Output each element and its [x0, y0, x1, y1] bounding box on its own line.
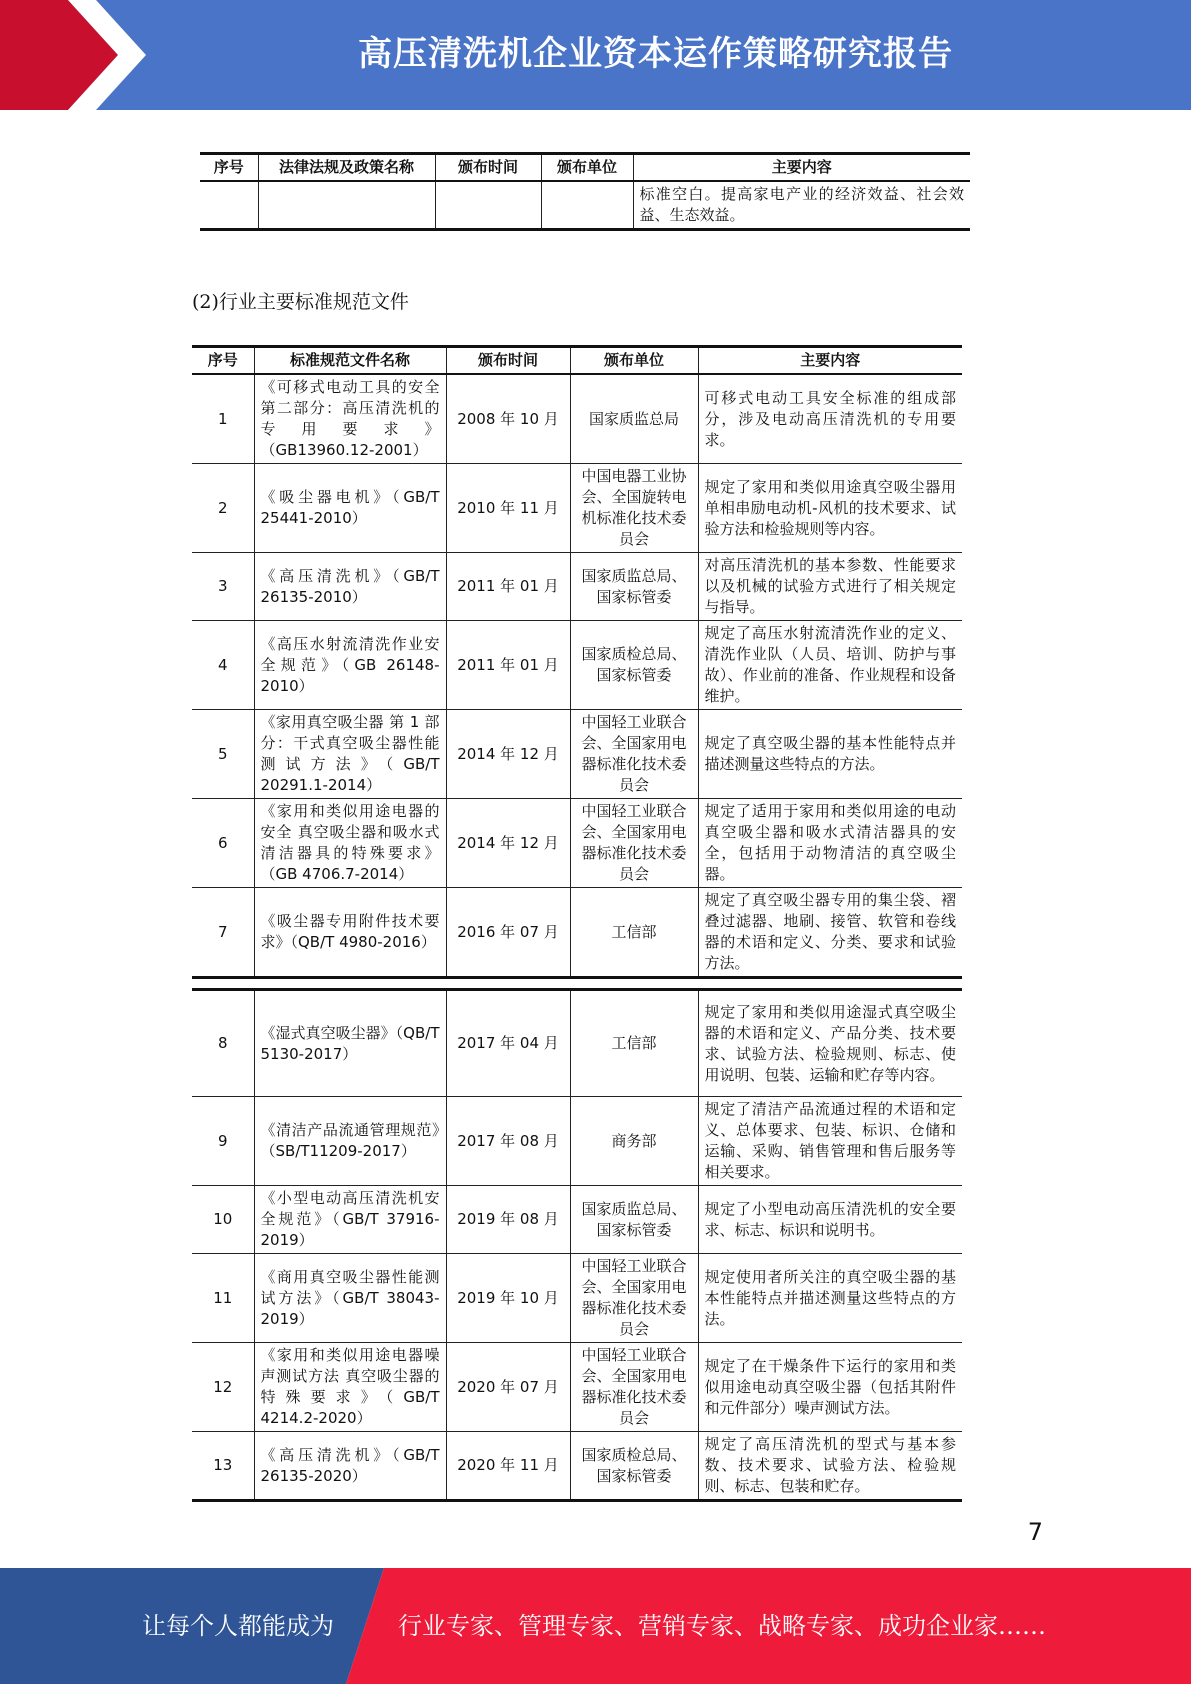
table-row — [192, 621, 962, 710]
table-header-row — [200, 154, 970, 182]
cell-no: 5 — [192, 710, 254, 799]
cell-unit: 中国电器工业协会、全国旋转电机标准化技术委员会 — [570, 464, 698, 553]
footer-slogan-right: 行业专家、管理专家、营销专家、战略专家、成功企业家…… — [398, 1612, 1046, 1640]
cell-date: 2019 年 10 月 — [446, 1254, 570, 1343]
cell-content: 规定使用者所关注的真空吸尘器的基本性能特点并描述测量这些特点的方法。 — [698, 1254, 962, 1343]
cell-content: 规定了高压水射流清洗作业的定义、清洗作业队（人员、培训、防护与事故）、作业前的准备、作业规程和设备维护。 — [698, 621, 962, 710]
cell-unit: 中国轻工业联合会、全国家用电器标准化技术委员会 — [570, 799, 698, 888]
cell-name: 《清洁产品流通管理规范》（SB/T11209-2017） — [254, 1097, 446, 1186]
header-cell: 颁布单位 — [541, 154, 633, 182]
header-cell: 颁布时间 — [435, 154, 541, 182]
table-header-row — [192, 347, 962, 375]
table-row — [192, 990, 962, 1097]
header-cell: 主要内容 — [698, 347, 962, 375]
cell-date: 2017 年 04 月 — [446, 990, 570, 1097]
cell-name: 《高压清洗机》（GB/T 26135-2020） — [254, 1432, 446, 1501]
cell-unit: 国家质监总局、国家标管委 — [570, 553, 698, 621]
cell-content: 规定了适用于家用和类似用途的电动真空吸尘器和吸水式清洁器具的安全，包括用于动物清洁的真空吸尘器。 — [698, 799, 962, 888]
cell-name: 《高压水射流清洗作业安全规范》（GB 26148-2010） — [254, 621, 446, 710]
cell-unit: 工信部 — [570, 888, 698, 978]
standards-table-part2 — [192, 988, 962, 1502]
cell-name: 《家用和类似用途电器的安全 真空吸尘器和吸水式清洁器具的特殊要求》（GB 4706.7-2014） — [254, 799, 446, 888]
cell-no: 6 — [192, 799, 254, 888]
cell-date: 2017 年 08 月 — [446, 1097, 570, 1186]
page-number: 7 — [1027, 1518, 1043, 1546]
cell-name: 《家用真空吸尘器 第 1 部分：干式真空吸尘器性能测试方法》（GB/T 20291.1-2014） — [254, 710, 446, 799]
cell-unit: 国家质监总局 — [570, 374, 698, 464]
cell-no: 8 — [192, 990, 254, 1097]
table-row — [192, 799, 962, 888]
cell-unit: 工信部 — [570, 990, 698, 1097]
cell-name: 《小型电动高压清洗机安全规范》（GB/T 37916-2019） — [254, 1186, 446, 1254]
table-row — [192, 374, 962, 464]
table-row — [200, 181, 970, 230]
table-row — [192, 1254, 962, 1343]
cell-content: 标准空白。提高家电产业的经济效益、社会效益、生态效益。 — [633, 181, 970, 230]
cell-unit: 中国轻工业联合会、全国家用电器标准化技术委员会 — [570, 1343, 698, 1432]
header-cell: 主要内容 — [633, 154, 970, 182]
cell-unit — [541, 181, 633, 230]
cell-name: 《可移式电动工具的安全 第二部分：高压清洗机的专用要求》（GB13960.12-2001） — [254, 374, 446, 464]
header-arrow-accent — [0, 0, 150, 110]
cell-date: 2014 年 12 月 — [446, 799, 570, 888]
cell-content: 规定了家用和类似用途湿式真空吸尘器的术语和定义、产品分类、技术要求、试验方法、检验规则、标志、使用说明、包装、运输和贮存等内容。 — [698, 990, 962, 1097]
cell-content: 对高压清洗机的基本参数、性能要求以及机械的试验方式进行了相关规定与指导。 — [698, 553, 962, 621]
table-row — [192, 888, 962, 978]
table-row — [192, 1186, 962, 1254]
header-cell: 颁布单位 — [570, 347, 698, 375]
cell-no: 4 — [192, 621, 254, 710]
cell-date: 2010 年 11 月 — [446, 464, 570, 553]
cell-date: 2016 年 07 月 — [446, 888, 570, 978]
cell-name: 《家用和类似用途电器噪声测试方法 真空吸尘器的特殊要求》（GB/T 4214.2-2020） — [254, 1343, 446, 1432]
policy-table-continued — [200, 152, 970, 231]
cell-no: 1 — [192, 374, 254, 464]
header-cell: 法律法规及政策名称 — [258, 154, 435, 182]
cell-name: 《高压清洗机》（GB/T 26135-2010） — [254, 553, 446, 621]
header-cell: 序号 — [200, 154, 258, 182]
header-cell: 颁布时间 — [446, 347, 570, 375]
cell-date: 2019 年 08 月 — [446, 1186, 570, 1254]
cell-date: 2014 年 12 月 — [446, 710, 570, 799]
cell-content: 可移式电动工具安全标准的组成部分，涉及电动高压清洗机的专用要求。 — [698, 374, 962, 464]
cell-no: 11 — [192, 1254, 254, 1343]
cell-no: 13 — [192, 1432, 254, 1501]
table-row — [192, 1432, 962, 1501]
cell-no: 2 — [192, 464, 254, 553]
cell-content: 规定了小型电动高压清洗机的安全要求、标志、标识和说明书。 — [698, 1186, 962, 1254]
section-heading: (2)行业主要标准规范文件 — [192, 291, 409, 313]
cell-content: 规定了清洁产品流通过程的术语和定义、总体要求、包装、标识、仓储和运输、采购、销售管理和售后服务等相关要求。 — [698, 1097, 962, 1186]
table-row — [192, 710, 962, 799]
header-cell: 标准规范文件名称 — [254, 347, 446, 375]
cell-no: 3 — [192, 553, 254, 621]
footer-slogan-left: 让每个人都能成为 — [142, 1612, 334, 1640]
standards-table-part1 — [192, 345, 962, 979]
table-row — [192, 464, 962, 553]
cell-unit: 中国轻工业联合会、全国家用电器标准化技术委员会 — [570, 1254, 698, 1343]
cell-unit: 商务部 — [570, 1097, 698, 1186]
header-cell: 序号 — [192, 347, 254, 375]
table-row — [192, 1343, 962, 1432]
header-banner — [0, 0, 1191, 110]
cell-date: 2020 年 07 月 — [446, 1343, 570, 1432]
table-row — [192, 553, 962, 621]
cell-date: 2020 年 11 月 — [446, 1432, 570, 1501]
cell-unit: 国家质监总局、国家标管委 — [570, 1186, 698, 1254]
cell-name: 《商用真空吸尘器性能测试方法》（GB/T 38043-2019） — [254, 1254, 446, 1343]
cell-no: 10 — [192, 1186, 254, 1254]
page-title: 高压清洗机企业资本运作策略研究报告 — [358, 34, 953, 74]
cell-name: 《湿式真空吸尘器》（QB/T 5130-2017） — [254, 990, 446, 1097]
cell-content: 规定了真空吸尘器的基本性能特点并描述测量这些特点的方法。 — [698, 710, 962, 799]
footer-banner — [0, 1568, 1191, 1684]
cell-no — [200, 181, 258, 230]
cell-content: 规定了在干燥条件下运行的家用和类似用途电动真空吸尘器（包括其附件和元件部分）噪声测试方法。 — [698, 1343, 962, 1432]
cell-date — [435, 181, 541, 230]
cell-name: 《吸尘器专用附件技术要求》（QB/T 4980-2016） — [254, 888, 446, 978]
cell-date: 2008 年 10 月 — [446, 374, 570, 464]
cell-name — [258, 181, 435, 230]
cell-unit: 国家质检总局、国家标管委 — [570, 621, 698, 710]
cell-name: 《吸尘器电机》（GB/T 25441-2010） — [254, 464, 446, 553]
cell-content: 规定了真空吸尘器专用的集尘袋、褶叠过滤器、地刷、接管、软管和卷线器的术语和定义、分类、要求和试验方法。 — [698, 888, 962, 978]
cell-unit: 中国轻工业联合会、全国家用电器标准化技术委员会 — [570, 710, 698, 799]
cell-date: 2011 年 01 月 — [446, 621, 570, 710]
cell-date: 2011 年 01 月 — [446, 553, 570, 621]
cell-no: 9 — [192, 1097, 254, 1186]
cell-content: 规定了家用和类似用途真空吸尘器用单相串励电动机-风机的技术要求、试验方法和检验规则等内容。 — [698, 464, 962, 553]
cell-unit: 国家质检总局、国家标管委 — [570, 1432, 698, 1501]
table-row — [192, 1097, 962, 1186]
cell-no: 7 — [192, 888, 254, 978]
cell-content: 规定了高压清洗机的型式与基本参数、技术要求、试验方法、检验规则、标志、包装和贮存。 — [698, 1432, 962, 1501]
cell-no: 12 — [192, 1343, 254, 1432]
